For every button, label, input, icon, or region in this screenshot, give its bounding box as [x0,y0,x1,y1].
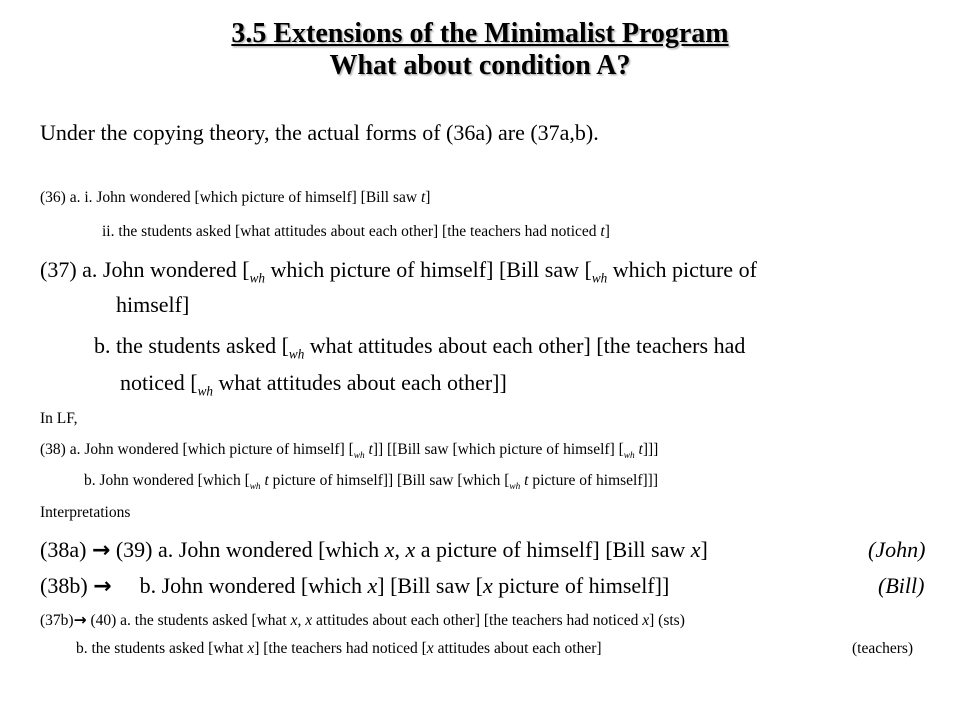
trace: t [368,441,373,458]
wh-subscript: wh [288,346,305,362]
example-37-a-line2: himself] [116,292,190,317]
right-arrow-icon: → [73,611,87,629]
text: ] [604,223,610,240]
variable: x [305,612,313,629]
example-38-a [40,441,659,462]
in-lf-label: In LF, [40,410,78,427]
text: a picture of himself] [Bill saw [415,537,691,562]
text: b. the students asked [what [76,640,248,657]
wh-subscript: wh [509,482,521,493]
variable: x [367,573,378,598]
interpretation-john: (John) [868,537,926,562]
example-37-b-line1 [94,333,746,362]
text: b. the students asked [ [94,333,289,358]
right-arrow-icon: → [93,574,112,599]
text: picture of himself]] [Bill saw [which [ [268,472,510,489]
text: picture of himself]]] [528,472,659,489]
text: (37) a. John wondered [ [40,257,250,282]
text: what attitudes about each other]] [212,370,507,395]
title-line-2: What about condition A? [329,50,631,81]
wh-subscript: wh [623,451,635,462]
text: , [394,537,406,562]
variable: x [405,537,416,562]
wh-subscript: wh [249,482,261,493]
text: ii. the students asked [what attitudes about each other] [the teachers had noticed [102,223,601,240]
title-line-1: 3.5 Extensions of the Minimalist Program [231,18,729,49]
slide-title [0,18,960,82]
variable: x [642,612,650,629]
text: b. John wondered [which [ [84,472,250,489]
text: b. John wondered [which [139,573,368,598]
text: ]]] [642,441,659,458]
trace: t [420,189,426,206]
text: ] [425,189,431,206]
trace: t [600,223,605,240]
text: (38) a. John wondered [which picture of himself] [ [40,441,354,458]
text: ] [Bill saw [ [377,573,483,598]
right-arrow-icon: → [91,538,111,563]
interpretation-bill: (Bill) [878,573,925,598]
text: which picture of [607,257,757,282]
text: (39) a. John wondered [which [115,537,385,562]
text: (40) a. the students asked [what [86,612,291,629]
trace: t [524,472,529,489]
variable: x [247,640,255,657]
text: attitudes about each other] [the teachers had noticed [312,612,643,629]
variable: x [290,612,298,629]
text: noticed [ [120,370,198,395]
text: (36) a. i. John wondered [which picture of himself] [Bill saw [40,189,421,206]
wh-subscript: wh [591,270,608,286]
text: ] [the teachers had noticed [ [254,640,427,657]
trace: t [638,441,643,458]
trace: t [264,472,269,489]
variable: x [690,537,701,562]
example-38-b [84,472,659,493]
text: picture of himself]] [492,573,670,598]
text: (37b) [40,612,74,629]
wh-subscript: wh [197,383,213,399]
example-37-b-line2 [120,370,507,399]
text: which picture of himself] [Bill saw [ [264,257,592,282]
example-40-a [40,611,685,630]
interpretation-teachers: (teachers) [852,640,914,657]
text: ] (sts) [649,612,685,629]
example-39-b [40,573,669,599]
text: (38b) [40,573,88,598]
variable: x [482,573,493,598]
text: , [297,612,306,629]
text: attitudes about each other] [433,640,602,657]
example-36-a-i [40,189,430,207]
wh-subscript: wh [249,270,265,286]
wh-subscript: wh [353,451,365,462]
example-39-a [40,537,708,563]
text: (38a) [40,537,87,562]
text: ]] [[Bill saw [which picture of himself] [ [372,441,624,458]
variable: x [384,537,395,562]
intro-text: Under the copying theory, the actual forms of (36a) are (37a,b). [40,120,599,145]
variable: x [426,640,434,657]
text: ] [700,537,708,562]
interpretations-label: Interpretations [40,504,131,521]
example-40-b [76,640,602,658]
text: what attitudes about each other] [the teachers had [304,333,746,358]
example-36-a-ii [102,223,610,241]
example-37-a-line1 [40,257,757,286]
